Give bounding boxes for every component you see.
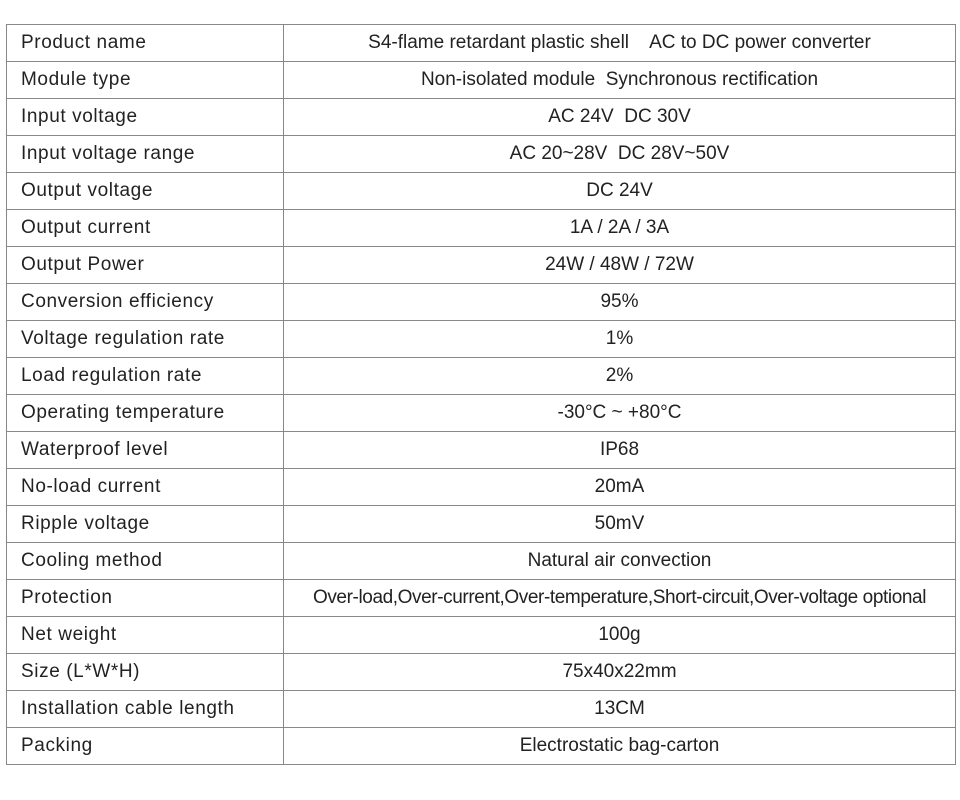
row-value: IP68 [284,432,956,469]
row-label: Packing [7,728,284,765]
row-value: 1A / 2A / 3A [284,210,956,247]
row-label: Waterproof level [7,432,284,469]
row-value: 100g [284,617,956,654]
row-value: 50mV [284,506,956,543]
spec-table [6,24,956,765]
spec-table-body [7,25,956,765]
table-row [7,210,956,247]
row-label: Net weight [7,617,284,654]
row-label: Output current [7,210,284,247]
table-row [7,728,956,765]
row-value: 2% [284,358,956,395]
row-value: 1% [284,321,956,358]
row-value: -30°C ~ +80°C [284,395,956,432]
row-value: 75x40x22mm [284,654,956,691]
row-label: Output voltage [7,173,284,210]
row-label: Module type [7,62,284,99]
row-value: 95% [284,284,956,321]
table-row [7,617,956,654]
table-row [7,580,956,617]
row-label: Installation cable length [7,691,284,728]
row-value: S4-flame retardant plastic shell AC to DC power converter [284,25,956,62]
row-value: Natural air convection [284,543,956,580]
table-row [7,543,956,580]
row-label: Product name [7,25,284,62]
row-label: Voltage regulation rate [7,321,284,358]
table-row [7,506,956,543]
table-row [7,62,956,99]
table-row [7,136,956,173]
table-row [7,469,956,506]
table-row [7,99,956,136]
table-row [7,284,956,321]
row-label: Operating temperature [7,395,284,432]
row-value: AC 24V DC 30V [284,99,956,136]
row-label: Output Power [7,247,284,284]
table-row [7,247,956,284]
row-value: DC 24V [284,173,956,210]
row-value: 24W / 48W / 72W [284,247,956,284]
table-row [7,173,956,210]
row-label: Protection [7,580,284,617]
row-value: Over-load,Over-current,Over-temperature,Short-circuit,Over-voltage optional [284,580,956,617]
table-row [7,25,956,62]
row-label: Input voltage [7,99,284,136]
row-label: Ripple voltage [7,506,284,543]
table-row [7,654,956,691]
row-label: Input voltage range [7,136,284,173]
table-row [7,432,956,469]
row-value: 13CM [284,691,956,728]
row-label: No-load current [7,469,284,506]
table-row [7,395,956,432]
row-label: Conversion efficiency [7,284,284,321]
row-label: Cooling method [7,543,284,580]
table-row [7,691,956,728]
row-label: Load regulation rate [7,358,284,395]
row-label: Size (L*W*H) [7,654,284,691]
table-row [7,321,956,358]
row-value: Electrostatic bag-carton [284,728,956,765]
row-value: Non-isolated module Synchronous rectification [284,62,956,99]
row-value: 20mA [284,469,956,506]
row-value: AC 20~28V DC 28V~50V [284,136,956,173]
table-row [7,358,956,395]
